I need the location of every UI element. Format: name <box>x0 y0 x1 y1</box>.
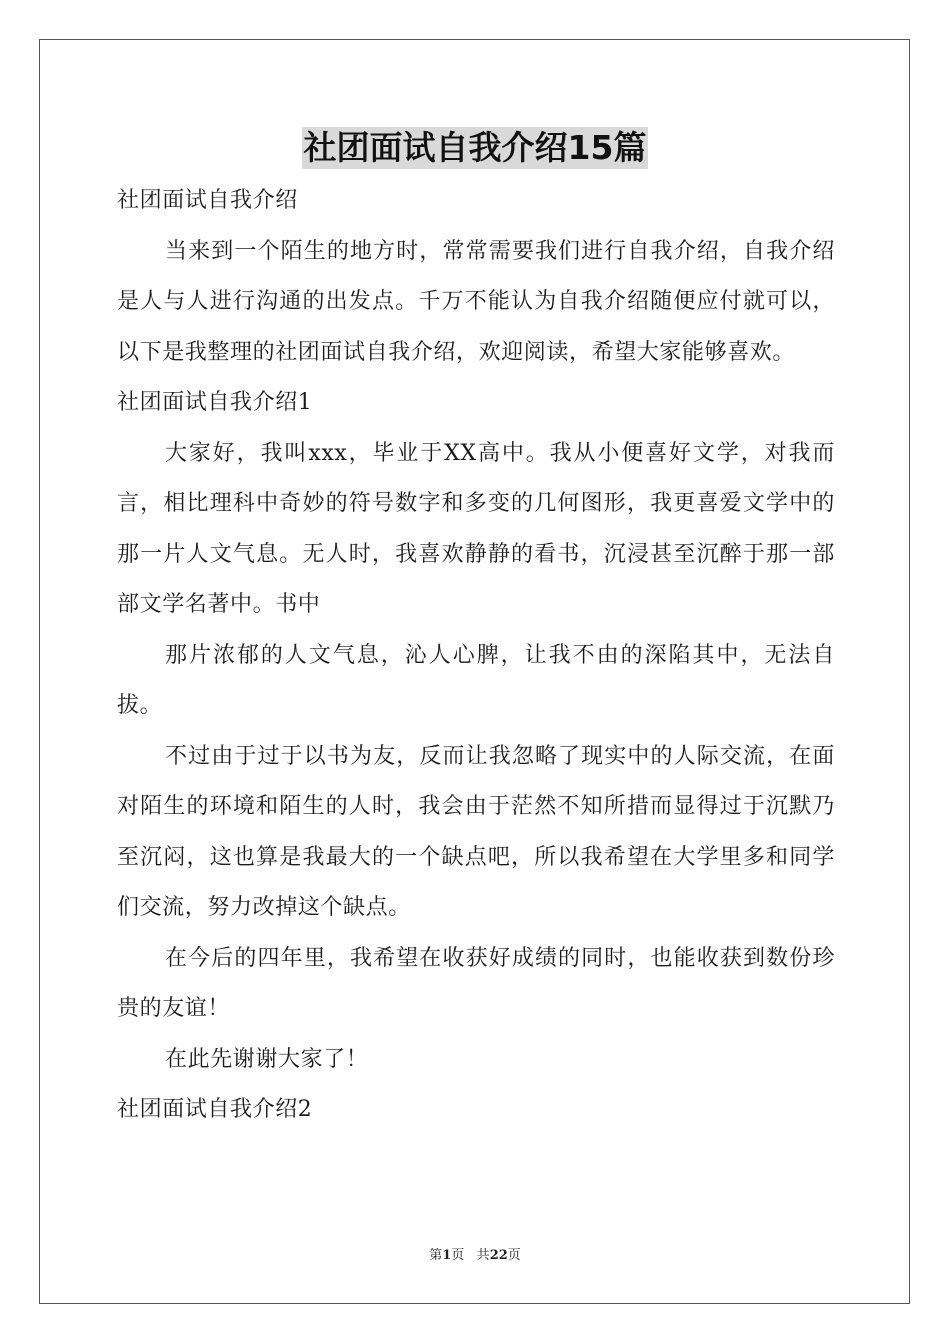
body-paragraph: 大家好，我叫xxx，毕业于XX高中。我从小便喜好文学，对我而言，相比理科中奇妙的符号数字和多变的几何图形，我更喜爱文学中的那一片人文气息。无人时，我喜欢静静的看书，沉浸甚至沉醉于那一部部文学名著中。书中 <box>117 440 835 617</box>
page-unit: 页 <box>451 1248 465 1263</box>
section-heading: 社团面试自我介绍1 <box>117 390 313 415</box>
title-container <box>0 127 950 169</box>
document-title: 社团面试自我介绍15篇 <box>303 128 647 167</box>
document-body <box>117 176 835 1136</box>
intro-paragraph: 当来到一个陌生的地方时，常常需要我们进行自我介绍，自我介绍是人与人进行沟通的出发点。千万不能认为自我介绍随便应付就可以，以下是我整理的社团面试自我介绍，欢迎阅读，希望大家能够喜欢。 <box>117 238 835 365</box>
body-paragraph: 不过由于过于以书为友，反而让我忽略了现实中的人际交流，在面对陌生的环境和陌生的人时，我会由于茫然不知所措而显得过于沉默乃至沉闷，这也算是我最大的一个缺点吧，所以我希望在大学里多和同学们交流，努力改掉这个缺点。 <box>117 743 835 920</box>
body-paragraph: 在今后的四年里，我希望在收获好成绩的同时，也能收获到数份珍贵的友谊！ <box>117 945 835 1021</box>
body-paragraph: 那片浓郁的人文气息，沁人心脾，让我不由的深陷其中，无法自拔。 <box>117 642 835 718</box>
total-unit: 页 <box>507 1248 521 1263</box>
total-pages: 22 <box>489 1248 508 1263</box>
total-prefix: 共 <box>476 1248 490 1263</box>
page-number: 1 <box>442 1248 452 1263</box>
page-footer <box>0 1246 950 1266</box>
page-prefix: 第 <box>429 1248 443 1263</box>
body-paragraph: 在此先谢谢大家了！ <box>165 1046 369 1072</box>
section-heading: 社团面试自我介绍2 <box>117 1097 313 1122</box>
section-heading: 社团面试自我介绍 <box>117 188 298 213</box>
